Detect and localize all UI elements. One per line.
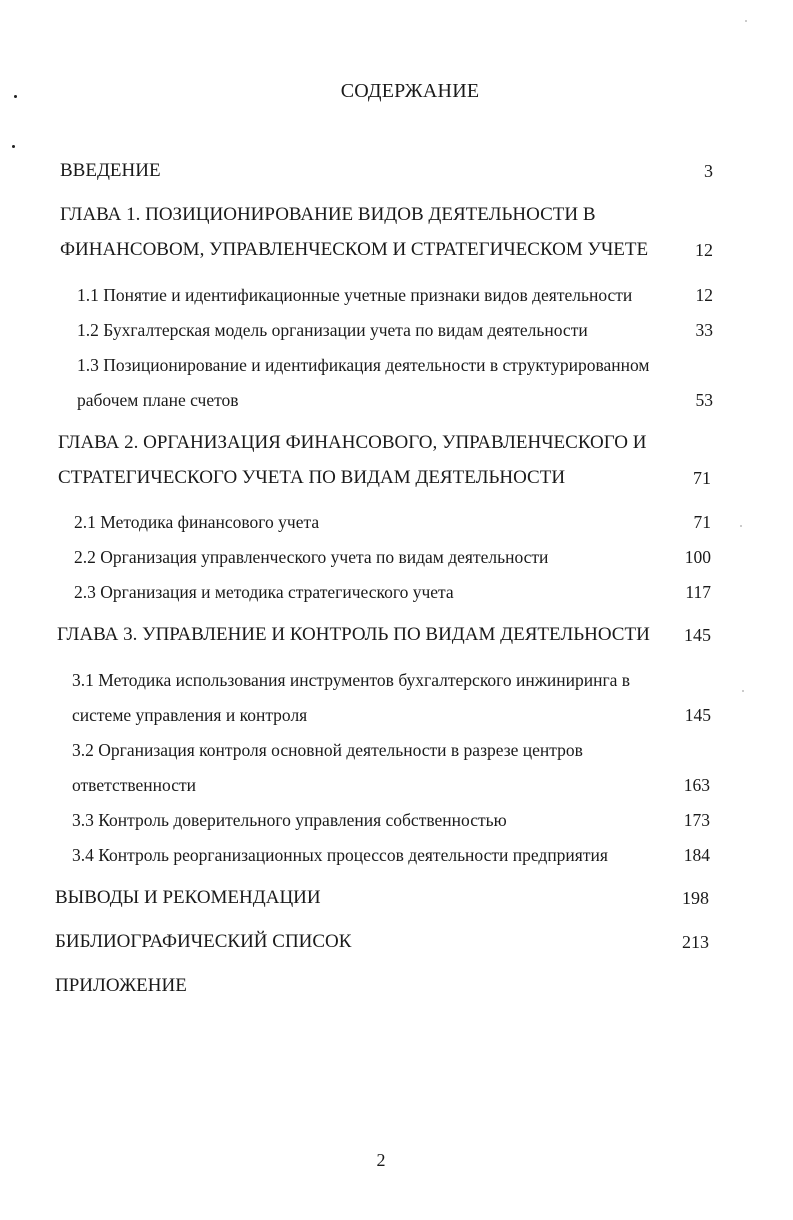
toc-entry-text: ВВЕДЕНИЕ [60,160,161,181]
toc-entry-page: 145 [684,705,711,725]
toc-entry-page: 33 [695,320,713,340]
scan-speck-mark [740,525,742,527]
toc-entry-text: 2.3 Организация и методика стратегического учета [74,582,454,602]
toc-entry-text: ответственности [72,775,196,795]
toc-entry-text: системе управления и контроля [72,705,308,725]
toc-entry-page: 117 [685,582,711,602]
toc-entry-page: 184 [683,845,710,865]
toc-entry-page: 198 [682,888,709,908]
toc-entry-text: СТРАТЕГИЧЕСКОГО УЧЕТА ПО ВИДАМ ДЕЯТЕЛЬНОСТИ [58,467,566,488]
toc-entry-page: 12 [695,240,713,260]
scan-speck-mark [745,20,747,22]
page-title: СОДЕРЖАНИЕ [340,80,480,102]
toc-entry-text: 1.2 Бухгалтерская модель организации учета по видам деятельности [77,320,588,340]
toc-entry-page: 71 [693,512,711,532]
toc-entry-text: ГЛАВА 2. ОРГАНИЗАЦИЯ ФИНАНСОВОГО, УПРАВЛЕНЧЕСКОГО И [58,432,647,453]
toc-entry-text: 3.4 Контроль реорганизационных процессов деятельности предприятия [72,845,608,865]
toc-entry-text: ФИНАНСОВОМ, УПРАВЛЕНЧЕСКОМ И СТРАТЕГИЧЕСКОМ УЧЕТЕ [60,239,649,260]
toc-entry-text: БИБЛИОГРАФИЧЕСКИЙ СПИСОК [55,931,352,952]
toc-entry-text: ГЛАВА 3. УПРАВЛЕНИЕ И КОНТРОЛЬ ПО ВИДАМ ДЕЯТЕЛЬНОСТИ [57,624,650,645]
toc-entry-text: 1.1 Понятие и идентификационные учетные признаки видов деятельности [77,285,633,305]
toc-entry-text: ПРИЛОЖЕНИЕ [55,975,187,996]
toc-entry-page: 12 [695,285,713,305]
toc-entry-page: 163 [683,775,710,795]
toc-entry-text: 1.3 Позиционирование и идентификация деятельности в структурированном [77,355,650,375]
toc-entry-text: ВЫВОДЫ И РЕКОМЕНДАЦИИ [55,887,321,908]
toc-entry-text: ГЛАВА 1. ПОЗИЦИОНИРОВАНИЕ ВИДОВ ДЕЯТЕЛЬНОСТИ В [60,204,596,225]
toc-entry-page: 145 [684,625,711,645]
toc-entry-text: 2.2 Организация управленческого учета по видам деятельности [74,547,549,567]
toc-entry-page: 53 [695,390,713,410]
toc-entry-page: 3 [704,161,713,181]
toc-entry-text: 3.2 Организация контроля основной деятельности в разрезе центров [72,740,583,760]
toc-entry-text: 2.1 Методика финансового учета [74,512,320,532]
page-number: 2 [376,1150,386,1170]
toc-entry-text: рабочем плане счетов [77,390,239,410]
toc-entry-page: 213 [682,932,709,952]
toc-entry-text: 3.1 Методика использования инструментов бухгалтерского инжиниринга в [72,670,631,690]
toc-entry-text: 3.3 Контроль доверительного управления собственностью [72,810,507,830]
toc-entry-page: 71 [693,468,711,488]
toc-entry-page: 100 [684,547,711,567]
scan-speck-mark [742,690,744,692]
scan-speck-mark [12,145,15,148]
toc-entry-page: 173 [683,810,710,830]
